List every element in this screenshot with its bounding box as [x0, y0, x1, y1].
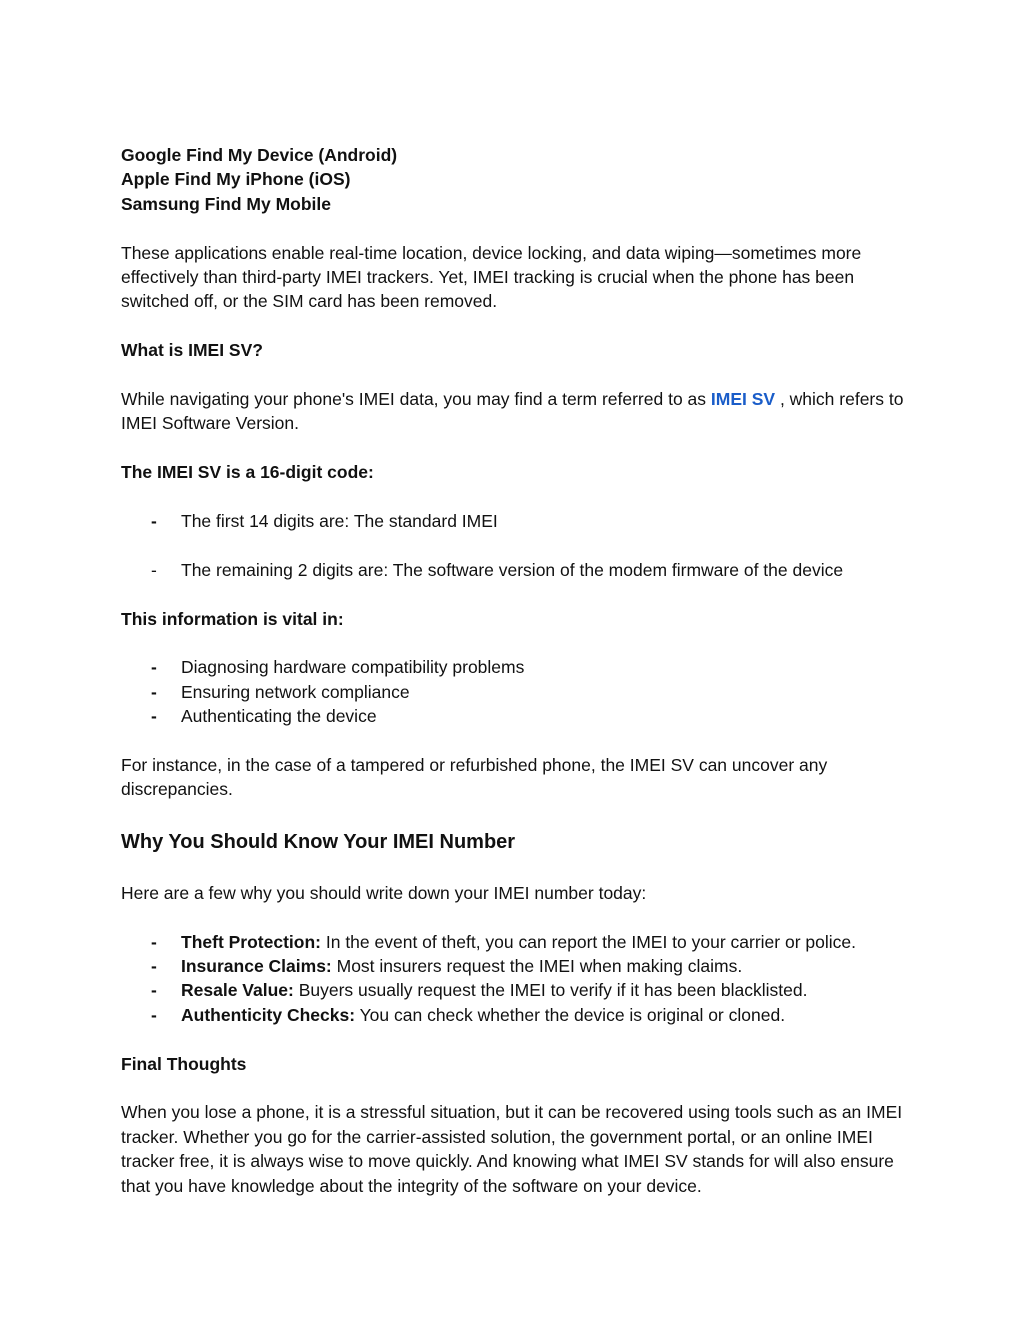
- app-name-google: Google Find My Device (Android): [121, 145, 398, 165]
- vital-heading: This information is vital in:: [121, 608, 344, 629]
- dash-bullet: -: [151, 681, 157, 702]
- list-item: [121, 680, 911, 704]
- list-item-text: Most insurers request the IMEI when making claims.: [331, 956, 743, 977]
- intro-paragraph: These applications enable real-time location, device locking, and data wiping—sometimes more effectively than third-party IMEI trackers. Yet, IMEI tracking is crucial when the phone has been switched off, or the SIM card has been removed.: [121, 242, 862, 312]
- app-name-apple: Apple Find My iPhone (iOS): [121, 169, 351, 190]
- imei-sv-text-after: , which refers to IMEI Software Version.: [121, 389, 904, 434]
- list-item-text: The remaining 2 digits are: The software version of the modem firmware of the device: [181, 559, 844, 580]
- list-item-text: Diagnosing hardware compatibility problems: [181, 657, 525, 678]
- dash-bullet: -: [151, 980, 157, 1001]
- app-name-samsung: Samsung Find My Mobile: [121, 193, 332, 214]
- list-item-label: Authenticity Checks:: [181, 1004, 356, 1025]
- list-item: [121, 978, 911, 1002]
- list-item: [121, 509, 911, 533]
- list-item: [121, 655, 911, 679]
- list-item-text: Buyers usually request the IMEI to verify if it has been blacklisted.: [293, 980, 808, 1001]
- imei-sv-paragraph: [121, 387, 911, 436]
- dash-bullet: -: [151, 511, 157, 532]
- why-list: [121, 930, 911, 1028]
- list-item-label: Insurance Claims:: [181, 956, 332, 977]
- document-page: [121, 143, 911, 1198]
- why-intro: Here are a few why you should write down your IMEI number today:: [121, 882, 647, 903]
- list-item-text: You can check whether the device is original or cloned.: [355, 1004, 786, 1025]
- imei-sv-heading: What is IMEI SV?: [121, 340, 263, 361]
- why-heading: Why You Should Know Your IMEI Number: [121, 830, 516, 853]
- code-list: [121, 509, 911, 533]
- code-heading: The IMEI SV is a 16-digit code:: [121, 462, 374, 483]
- code-list-second: [121, 558, 911, 582]
- imei-sv-link[interactable]: IMEI SV: [710, 389, 776, 410]
- list-item-text: Ensuring network compliance: [181, 681, 410, 702]
- dash-bullet: -: [151, 931, 157, 952]
- list-item: [121, 704, 911, 728]
- dash-bullet: -: [151, 657, 157, 678]
- list-item-label: Resale Value:: [181, 980, 294, 1001]
- vital-list: [121, 655, 911, 728]
- list-item-label: Theft Protection:: [181, 931, 321, 952]
- list-item: [121, 1003, 911, 1027]
- dash-bullet: -: [151, 706, 157, 727]
- list-item: [121, 930, 911, 954]
- list-item: [121, 558, 911, 582]
- instance-paragraph: For instance, in the case of a tampered or refurbished phone, the IMEI SV can uncover any discrepancies.: [121, 755, 828, 800]
- final-paragraph: When you lose a phone, it is a stressful situation, but it can be recovered using tools such as an IMEI tracker. Whether you go for the carrier-assisted solution, the government portal, or an online IMEI tracker free, it is always wise to move quickly. And knowing what IMEI SV stands for will also ensure that you have knowledge about the integrity of the software on your device.: [121, 1102, 903, 1196]
- imei-sv-text-before: While navigating your phone's IMEI data, you may find a term referred to as: [121, 389, 711, 410]
- dash-bullet: -: [151, 1004, 157, 1025]
- list-item: [121, 954, 911, 978]
- final-heading: Final Thoughts: [121, 1053, 247, 1074]
- list-item-text: In the event of theft, you can report the IMEI to your carrier or police.: [321, 931, 856, 952]
- dash-bullet: -: [151, 559, 157, 580]
- dash-bullet: -: [151, 956, 157, 977]
- list-item-text: The first 14 digits are: The standard IMEI: [181, 511, 498, 532]
- list-item-text: Authenticating the device: [181, 706, 377, 727]
